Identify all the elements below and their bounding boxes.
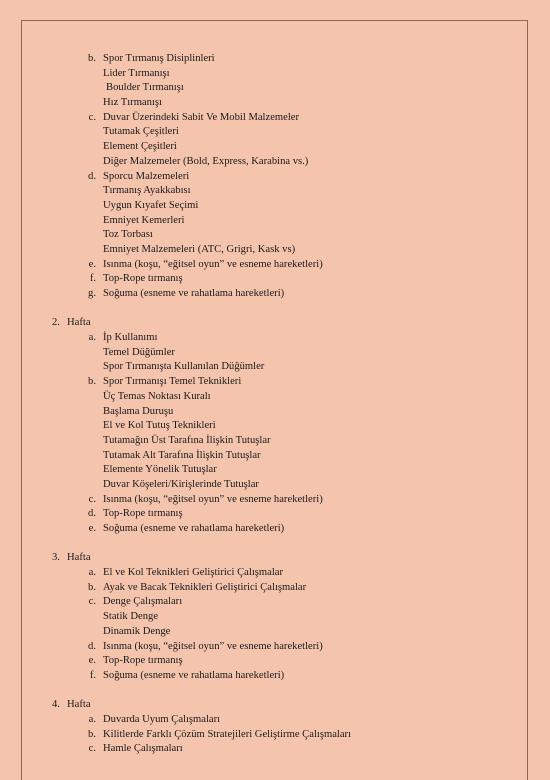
list-marker: a. (88, 567, 96, 579)
sub-list-item (0, 214, 550, 229)
sub-item-text: Tutamağın Üst Tarafına İlişkin Tutuşlar (103, 434, 271, 446)
sub-item-text: Toz Torbası (103, 229, 153, 241)
list-marker: a. (88, 713, 96, 725)
list-marker: c. (88, 111, 96, 123)
sub-list-item (0, 610, 550, 625)
list-item (0, 331, 550, 346)
sub-list-item (0, 67, 550, 82)
sub-item-text: Element Çeşitleri (103, 141, 177, 153)
week-title: Hafta (67, 317, 91, 329)
list-marker: f. (89, 273, 96, 285)
list-item (0, 566, 550, 581)
list-marker: c. (88, 493, 96, 505)
sub-list-item (0, 346, 550, 361)
sub-item-text: Tutamak Çeşitleri (103, 126, 179, 138)
sub-list-item (0, 184, 550, 199)
list-marker: d. (88, 508, 96, 520)
sub-item-text: Emniyet Malzemeleri (ATC, Grigri, Kask vs) (103, 243, 296, 255)
list-item-text: Denge Çalışmaları (103, 596, 183, 608)
document-body (0, 52, 550, 757)
sub-list-item (0, 96, 550, 111)
sub-list-item (0, 199, 550, 214)
list-marker: d. (88, 640, 96, 652)
list-item (0, 111, 550, 126)
sub-item-text: Emniyet Kemerleri (103, 214, 185, 226)
sub-item-text: Boulder Tırmanışı (106, 82, 184, 94)
list-item (0, 595, 550, 610)
list-item-text: Top-Rope tırmanış (103, 508, 183, 520)
list-item (0, 640, 550, 655)
sub-item-text: Tırmanış Ayakkabısı (103, 185, 191, 197)
sub-list-item (0, 463, 550, 478)
list-item-text: Sporcu Malzemeleri (103, 170, 190, 182)
sub-list-item (0, 419, 550, 434)
list-item (0, 375, 550, 390)
list-item (0, 272, 550, 287)
week-number: 3. (52, 552, 60, 564)
sub-item-text: Tutamak Alt Tarafına İlişkin Tutuşlar (103, 449, 261, 461)
list-item (0, 493, 550, 508)
list-item (0, 52, 550, 67)
list-marker: g. (88, 288, 96, 299)
sub-list-item (0, 125, 550, 140)
sub-list-item (0, 478, 550, 493)
week-number: 4. (52, 699, 60, 711)
list-item (0, 258, 550, 273)
section-spacer (0, 684, 550, 699)
list-marker: b. (88, 376, 96, 388)
sub-item-text: Lider Tırmanışı (103, 67, 170, 79)
list-item (0, 507, 550, 522)
list-item (0, 713, 550, 728)
list-item-text: Duvar Üzerindeki Sabit Ve Mobil Malzemeler (103, 111, 300, 123)
sub-item-text: Uygun Kıyafet Seçimi (103, 199, 199, 211)
sub-item-text: Hız Tırmanışı (103, 97, 162, 109)
list-item-text: Spor Tırmanış Disiplinleri (103, 53, 215, 64)
sub-list-item (0, 228, 550, 243)
list-item (0, 742, 550, 757)
list-item (0, 654, 550, 669)
sub-list-item (0, 449, 550, 464)
sub-item-text: El ve Kol Tutuş Teknikleri (103, 420, 216, 432)
list-marker: a. (88, 332, 96, 344)
sub-item-text: Diğer Malzemeler (Bold, Express, Karabina vs.) (103, 155, 309, 167)
list-marker: b. (88, 53, 96, 64)
list-item-text: Soğuma (esneme ve rahatlama hareketleri) (103, 288, 285, 299)
list-marker: e. (88, 258, 96, 270)
sub-list-item (0, 155, 550, 170)
sub-list-item (0, 434, 550, 449)
list-item-text: Kilitlerde Farklı Çözüm Stratejileri Geliştirme Çalışmaları (103, 728, 352, 740)
sub-item-text: Başlama Duruşu (103, 405, 174, 417)
list-item-text: Top-Rope tırmanış (103, 273, 183, 285)
week-title: Hafta (67, 699, 91, 711)
list-item-text: Isınma (koşu, “eğitsel oyun” ve esneme hareketleri) (103, 493, 323, 505)
list-item (0, 581, 550, 596)
sub-item-text: Dinamik Denge (103, 625, 171, 637)
list-item-text: Isınma (koşu, “eğitsel oyun” ve esneme hareketleri) (103, 640, 323, 652)
list-item-text: Top-Rope tırmanış (103, 655, 183, 667)
list-marker: f. (89, 669, 96, 681)
list-marker: c. (88, 596, 96, 608)
list-item (0, 170, 550, 185)
week-title: Hafta (67, 552, 91, 564)
list-item-text: Duvarda Uyum Çalışmaları (103, 713, 221, 725)
sub-item-text: Üç Temas Noktası Kuralı (103, 390, 211, 402)
list-marker: b. (88, 728, 96, 740)
sub-list-item (0, 625, 550, 640)
list-item-text: Isınma (koşu, “eğitsel oyun” ve esneme hareketleri) (103, 258, 323, 270)
sub-list-item (0, 405, 550, 420)
week-heading (0, 316, 550, 331)
list-item-text: Ayak ve Bacak Teknikleri Geliştirici Çalışmalar (103, 581, 307, 593)
list-item-text: Soğuma (esneme ve rahatlama hareketleri) (103, 669, 285, 681)
list-item (0, 287, 550, 302)
list-marker: e. (88, 655, 96, 667)
week-heading (0, 698, 550, 713)
list-item (0, 728, 550, 743)
sub-list-item (0, 140, 550, 155)
list-item (0, 522, 550, 537)
list-item-text: Hamle Çalışmaları (103, 743, 183, 755)
list-marker: b. (88, 581, 96, 593)
week-heading (0, 551, 550, 566)
section-spacer (0, 302, 550, 317)
list-item-text: El ve Kol Teknikleri Geliştirici Çalışmalar (103, 567, 283, 579)
list-item (0, 669, 550, 684)
section-spacer (0, 537, 550, 552)
list-item-text: İp Kullanımı (103, 332, 158, 344)
sub-list-item (0, 360, 550, 375)
sub-list-item (0, 390, 550, 405)
sub-item-text: Elemente Yönelik Tutuşlar (103, 464, 217, 476)
sub-item-text: Duvar Köşeleri/Kirişlerinde Tutuşlar (103, 478, 259, 490)
list-marker: d. (88, 170, 96, 182)
list-item-text: Soğuma (esneme ve rahatlama hareketleri) (103, 523, 285, 534)
list-marker: e. (88, 523, 96, 534)
sub-item-text: Temel Düğümler (103, 346, 175, 358)
sub-list-item (0, 243, 550, 258)
sub-item-text: Statik Denge (103, 611, 159, 623)
list-marker: c. (88, 743, 96, 755)
week-number: 2. (52, 317, 60, 329)
sub-list-item (0, 81, 550, 96)
sub-item-text: Spor Tırmanışta Kullanılan Düğümler (103, 361, 265, 373)
list-item-text: Spor Tırmanışı Temel Teknikleri (103, 376, 242, 388)
